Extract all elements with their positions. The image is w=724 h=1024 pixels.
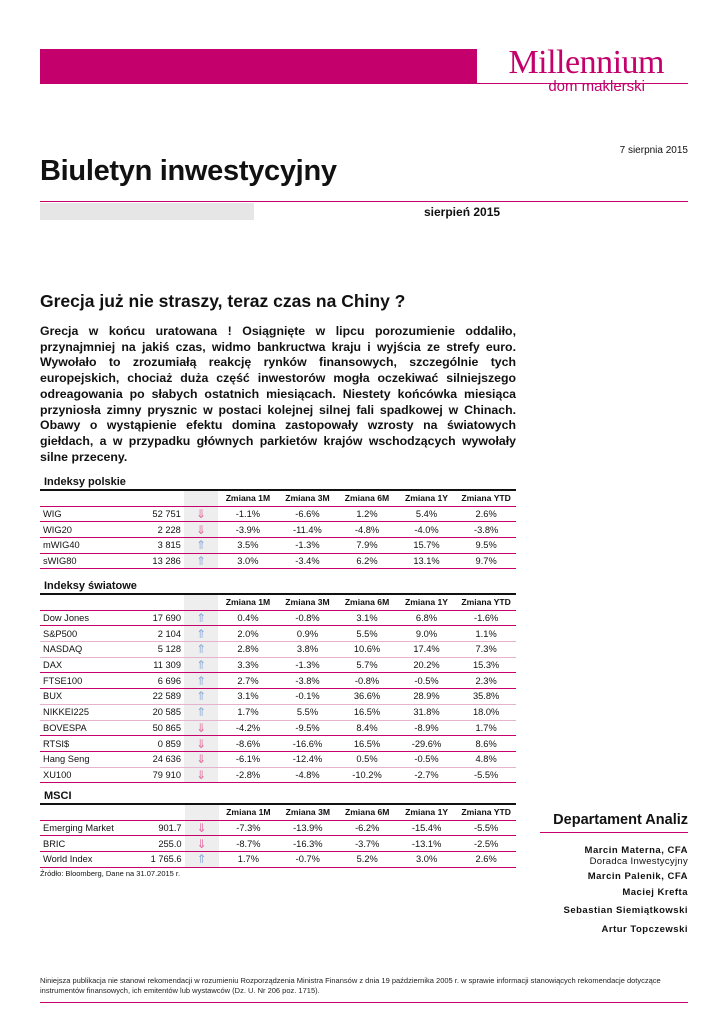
header-color-bar <box>40 49 477 83</box>
data-source-note: Źródło: Bloomberg, Dane na 31.07.2015 r. <box>40 869 181 878</box>
change-value: 7.3% <box>475 644 497 655</box>
table-row <box>40 820 516 836</box>
section-title: Indeksy polskie <box>44 476 126 488</box>
page-title: Biuletyn inwestycyjny <box>40 155 337 187</box>
index-name: WIG20 <box>43 524 72 535</box>
column-header: Zmiana 3M <box>285 597 330 608</box>
arrow-down-icon: ⇓ <box>185 836 219 852</box>
index-name: Dow Jones <box>43 613 89 624</box>
change-value: 3.1% <box>356 613 378 624</box>
change-value: -0.5% <box>414 754 439 765</box>
change-value: 3.5% <box>237 540 259 551</box>
issue-label: sierpień 2015 <box>424 205 501 219</box>
arrow-up-icon: ⇑ <box>184 673 218 689</box>
change-value: 2.6% <box>475 509 497 520</box>
table-row <box>40 657 516 673</box>
index-value: 24 636 <box>152 754 181 765</box>
change-value: -13.9% <box>293 823 323 834</box>
index-value: 13 286 <box>152 556 181 567</box>
change-value: -6.1% <box>235 754 261 765</box>
header-blank <box>40 805 140 820</box>
change-value: 5.4% <box>415 509 438 520</box>
header-blank <box>184 491 218 506</box>
title-rule <box>40 201 688 202</box>
change-value: 28.9% <box>413 691 440 702</box>
change-value: -5.5% <box>474 823 499 834</box>
change-value: -4.0% <box>414 524 439 535</box>
change-value: -16.3% <box>293 838 323 849</box>
change-value: 5.5% <box>356 628 378 639</box>
index-value: 11 309 <box>153 660 181 671</box>
section-msci <box>40 789 516 868</box>
table-row <box>40 852 516 868</box>
change-value: 1.7% <box>237 707 259 718</box>
arrow-down-icon: ⇓ <box>184 736 218 752</box>
table-row <box>40 736 516 752</box>
table-header-row <box>40 491 516 506</box>
index-value: 17 690 <box>152 613 181 624</box>
change-value: -5.5% <box>473 769 499 780</box>
analyst-name: Marcin Palenik, CFA <box>587 871 688 882</box>
index-name: XU100 <box>43 769 72 780</box>
column-header: Zmiana 3M <box>285 807 331 818</box>
table-header-row <box>40 595 516 610</box>
column-header: Zmiana 1M <box>226 807 271 818</box>
change-value: 16.5% <box>353 707 381 718</box>
header-blank <box>139 595 184 610</box>
change-value: 3.3% <box>237 660 259 671</box>
change-value: 0.9% <box>296 628 319 639</box>
column-header: Zmiana 3M <box>285 493 330 504</box>
change-value: 2.8% <box>237 644 259 655</box>
index-value: 52 751 <box>152 509 181 520</box>
section-title: Indeksy światowe <box>44 580 137 592</box>
table-row <box>40 836 516 852</box>
section-title: MSCI <box>44 790 72 802</box>
change-value: 5.2% <box>356 854 378 865</box>
analyst-entry <box>622 887 688 898</box>
index-name: BRIC <box>43 838 66 849</box>
index-name: sWIG80 <box>43 556 77 567</box>
logo-text: Millennium <box>508 44 664 81</box>
change-value: 5.7% <box>356 660 378 671</box>
index-name: World Index <box>43 854 93 865</box>
table-row <box>40 751 516 767</box>
arrow-up-icon: ⇑ <box>185 852 219 868</box>
header-blank <box>40 491 139 506</box>
column-header: Zmiana 6M <box>344 493 390 504</box>
change-value: -9.5% <box>295 722 320 733</box>
table-row <box>40 673 516 689</box>
index-value: 50 865 <box>152 722 181 733</box>
change-value: -1.3% <box>295 540 320 551</box>
arrow-up-icon: ⇑ <box>184 704 218 720</box>
change-value: -6.2% <box>355 823 380 834</box>
change-value: -4.8% <box>295 769 320 780</box>
change-value: -3.9% <box>235 524 261 535</box>
analyst-name: Maciej Krefta <box>622 887 688 898</box>
arrow-up-icon: ⇑ <box>184 553 218 569</box>
index-name: FTSE100 <box>43 675 83 686</box>
change-value: 8.6% <box>475 738 497 749</box>
index-value: 1 765.6 <box>150 854 182 865</box>
legal-disclaimer: Niniejsza publikacja nie stanowi rekomendacji w rozumieniu Rozporządzenia Ministra Finansów z dnia 19 października 2005 r. w sprawie informacji stanowiących rekomendacje dotyczące instrumentów finansowych, ich emitentów lub wystawców (Dz. U. Nr 206 poz. 1715). <box>40 976 661 995</box>
index-value: 255.0 <box>158 838 182 849</box>
analyst-entry <box>564 905 689 916</box>
change-value: -3.7% <box>355 838 380 849</box>
header-blank <box>139 491 184 506</box>
article-lead: Grecja w końcu uratowana ! Osiągnięte w lipcu porozumienie oddaliło, przynajmniej na jakiś czas, widmo bankructwa kraju i wyjścia ze strefy euro. Wywołało to zrozumiałą reakcję rynków finansowych, szczególnie tych europejskich, chociaż duża część inwestorów mogła oczekiwać silniejszego odreagowania po słabych ostatnich miesiącach. Niestety końcówka miesiąca przyniosła zimny prysznic w postaci kolejnej silnej fali spadkowej w Chinach. Obawy o wystąpienie efektu domina zastopowały wzrosty na światowych giełdach, a w przypadku głównych parkietów krajów wschodzących wywołały silne przeceny. <box>40 324 516 464</box>
change-value: 3.8% <box>296 644 319 655</box>
change-value: 2.0% <box>237 628 259 639</box>
change-value: 3.1% <box>237 691 259 702</box>
change-value: 17.4% <box>413 644 440 655</box>
index-value: 20 585 <box>152 707 181 718</box>
change-value: -0.8% <box>295 613 320 624</box>
change-value: 31.8% <box>413 707 440 718</box>
arrow-up-icon: ⇑ <box>184 626 218 642</box>
table-header-row <box>40 805 516 820</box>
arrow-up-icon: ⇑ <box>184 538 218 554</box>
change-value: -3.4% <box>295 556 320 567</box>
arrow-down-icon: ⇓ <box>184 506 218 522</box>
index-name: mWIG40 <box>43 540 80 551</box>
index-value: 5 128 <box>157 644 181 655</box>
change-value: -4.2% <box>235 722 261 733</box>
header-blank <box>40 595 139 610</box>
arrow-up-icon: ⇑ <box>184 642 218 658</box>
table-row <box>40 767 516 783</box>
column-header: Zmiana YTD <box>461 493 511 504</box>
title-grey-band <box>40 203 254 220</box>
analyst-role: Doradca Inwestycyjny <box>589 856 688 867</box>
change-value: 6.8% <box>415 613 438 624</box>
table-row <box>40 522 516 538</box>
column-header: Zmiana 1Y <box>405 597 449 608</box>
change-value: -7.3% <box>236 823 261 834</box>
change-value: -2.7% <box>414 769 439 780</box>
change-value: -16.6% <box>292 738 323 749</box>
logo-subtitle: dom maklerski <box>548 78 645 95</box>
table-row <box>40 538 516 554</box>
change-value: -10.2% <box>352 769 382 780</box>
change-value: 5.5% <box>296 707 319 718</box>
indices-table <box>40 805 516 868</box>
index-value: 2 104 <box>157 628 181 639</box>
change-value: 18.0% <box>472 707 500 718</box>
analyst-name: Artur Topczewski <box>601 924 688 935</box>
change-value: -0.5% <box>414 675 439 686</box>
change-value: -13.1% <box>411 838 442 849</box>
section-world-indices <box>40 579 516 783</box>
change-value: 8.4% <box>356 722 378 733</box>
index-name: NIKKEI225 <box>43 707 89 718</box>
change-value: -29.6% <box>411 738 442 749</box>
change-value: 9.5% <box>475 540 497 551</box>
change-value: 10.6% <box>353 644 381 655</box>
change-value: -15.4% <box>411 823 442 834</box>
column-header: Zmiana 6M <box>344 597 390 608</box>
arrow-up-icon: ⇑ <box>184 689 218 705</box>
index-value: 0 859 <box>157 738 181 749</box>
change-value: -0.7% <box>295 854 320 865</box>
change-value: 13.1% <box>413 556 440 567</box>
arrow-down-icon: ⇓ <box>184 751 218 767</box>
change-value: 0.5% <box>356 754 378 765</box>
change-value: 3.0% <box>237 556 259 567</box>
index-name: Emerging Market <box>43 823 114 834</box>
analyst-entry <box>588 871 688 882</box>
change-value: -4.8% <box>354 524 380 535</box>
change-value: 7.9% <box>356 540 378 551</box>
arrow-down-icon: ⇓ <box>185 820 219 836</box>
department-title: Departament Analiz <box>553 812 688 828</box>
change-value: -1.6% <box>473 613 499 624</box>
index-name: WIG <box>43 509 62 520</box>
index-value: 3 815 <box>157 540 181 551</box>
index-name: BOVESPA <box>43 722 87 733</box>
column-header: Zmiana 1M <box>225 493 271 504</box>
change-value: -0.8% <box>354 675 380 686</box>
change-value: -1.3% <box>295 660 320 671</box>
table-row <box>40 506 516 522</box>
change-value: 4.8% <box>475 754 497 765</box>
change-value: -3.8% <box>473 524 499 535</box>
change-value: 35.8% <box>472 691 500 702</box>
change-value: 15.3% <box>472 660 500 671</box>
index-value: 901.7 <box>158 823 182 834</box>
publication-date: 7 sierpnia 2015 <box>619 145 688 156</box>
column-header: Zmiana 1Y <box>405 493 449 504</box>
column-header: Zmiana 1M <box>225 597 271 608</box>
indices-table <box>40 595 516 783</box>
change-value: -8.6% <box>235 738 261 749</box>
table-row <box>40 720 516 736</box>
change-value: -2.8% <box>235 769 261 780</box>
analyst-name: Marcin Materna, CFA <box>584 845 688 856</box>
analyst-name: Sebastian Siemiątkowski <box>563 905 688 916</box>
arrow-up-icon: ⇑ <box>184 610 218 626</box>
column-header: Zmiana 1Y <box>405 807 449 818</box>
change-value: -2.5% <box>474 838 499 849</box>
index-name: RTSI$ <box>43 738 70 749</box>
change-value: 16.5% <box>353 738 381 749</box>
header-blank <box>184 595 218 610</box>
article-headline: Grecja już nie straszy, teraz czas na Chiny ? <box>40 291 406 311</box>
change-value: 20.2% <box>413 660 440 671</box>
index-name: DAX <box>43 660 63 671</box>
change-value: 9.7% <box>475 556 497 567</box>
change-value: -12.4% <box>292 754 323 765</box>
change-value: 2.3% <box>475 675 497 686</box>
department-rule <box>540 832 688 833</box>
arrow-down-icon: ⇓ <box>184 767 218 783</box>
column-header: Zmiana YTD <box>461 807 511 818</box>
change-value: 0.4% <box>237 613 259 624</box>
analyst-entry <box>585 845 688 867</box>
change-value: 2.7% <box>237 675 259 686</box>
index-value: 22 589 <box>152 691 181 702</box>
change-value: 1.2% <box>356 509 378 520</box>
change-value: -8.9% <box>414 722 439 733</box>
change-value: -3.8% <box>295 675 320 686</box>
column-header: Zmiana 6M <box>345 807 390 818</box>
change-value: -1.1% <box>235 509 261 520</box>
table-row <box>40 642 516 658</box>
table-row <box>40 704 516 720</box>
change-value: 3.0% <box>416 854 438 865</box>
index-name: BUX <box>43 691 63 702</box>
index-value: 79 910 <box>152 769 181 780</box>
index-value: 6 696 <box>157 675 181 686</box>
change-value: 2.6% <box>475 854 497 865</box>
analyst-entry <box>602 924 688 935</box>
table-row <box>40 610 516 626</box>
arrow-up-icon: ⇑ <box>184 657 218 673</box>
change-value: 1.1% <box>475 628 497 639</box>
change-value: 6.2% <box>356 556 378 567</box>
arrow-down-icon: ⇓ <box>184 522 218 538</box>
header-blank <box>140 805 185 820</box>
change-value: -0.1% <box>295 691 320 702</box>
change-value: -11.4% <box>293 524 322 535</box>
change-value: 1.7% <box>237 854 259 865</box>
section-polish-indices <box>40 475 516 569</box>
change-value: 9.0% <box>415 628 438 639</box>
column-header: Zmiana YTD <box>461 597 511 608</box>
arrow-down-icon: ⇓ <box>184 720 218 736</box>
header-blank <box>185 805 219 820</box>
index-name: NASDAQ <box>43 644 83 655</box>
footer-rule <box>40 1002 688 1003</box>
indices-table <box>40 491 516 569</box>
change-value: -6.6% <box>295 509 320 520</box>
index-name: Hang Seng <box>43 754 90 765</box>
table-row <box>40 553 516 569</box>
change-value: 15.7% <box>413 540 440 551</box>
change-value: 1.7% <box>475 722 497 733</box>
table-row <box>40 689 516 705</box>
index-value: 2 228 <box>157 524 181 535</box>
change-value: 36.6% <box>353 691 381 702</box>
change-value: -8.7% <box>236 838 261 849</box>
table-row <box>40 626 516 642</box>
index-name: S&P500 <box>43 628 78 639</box>
